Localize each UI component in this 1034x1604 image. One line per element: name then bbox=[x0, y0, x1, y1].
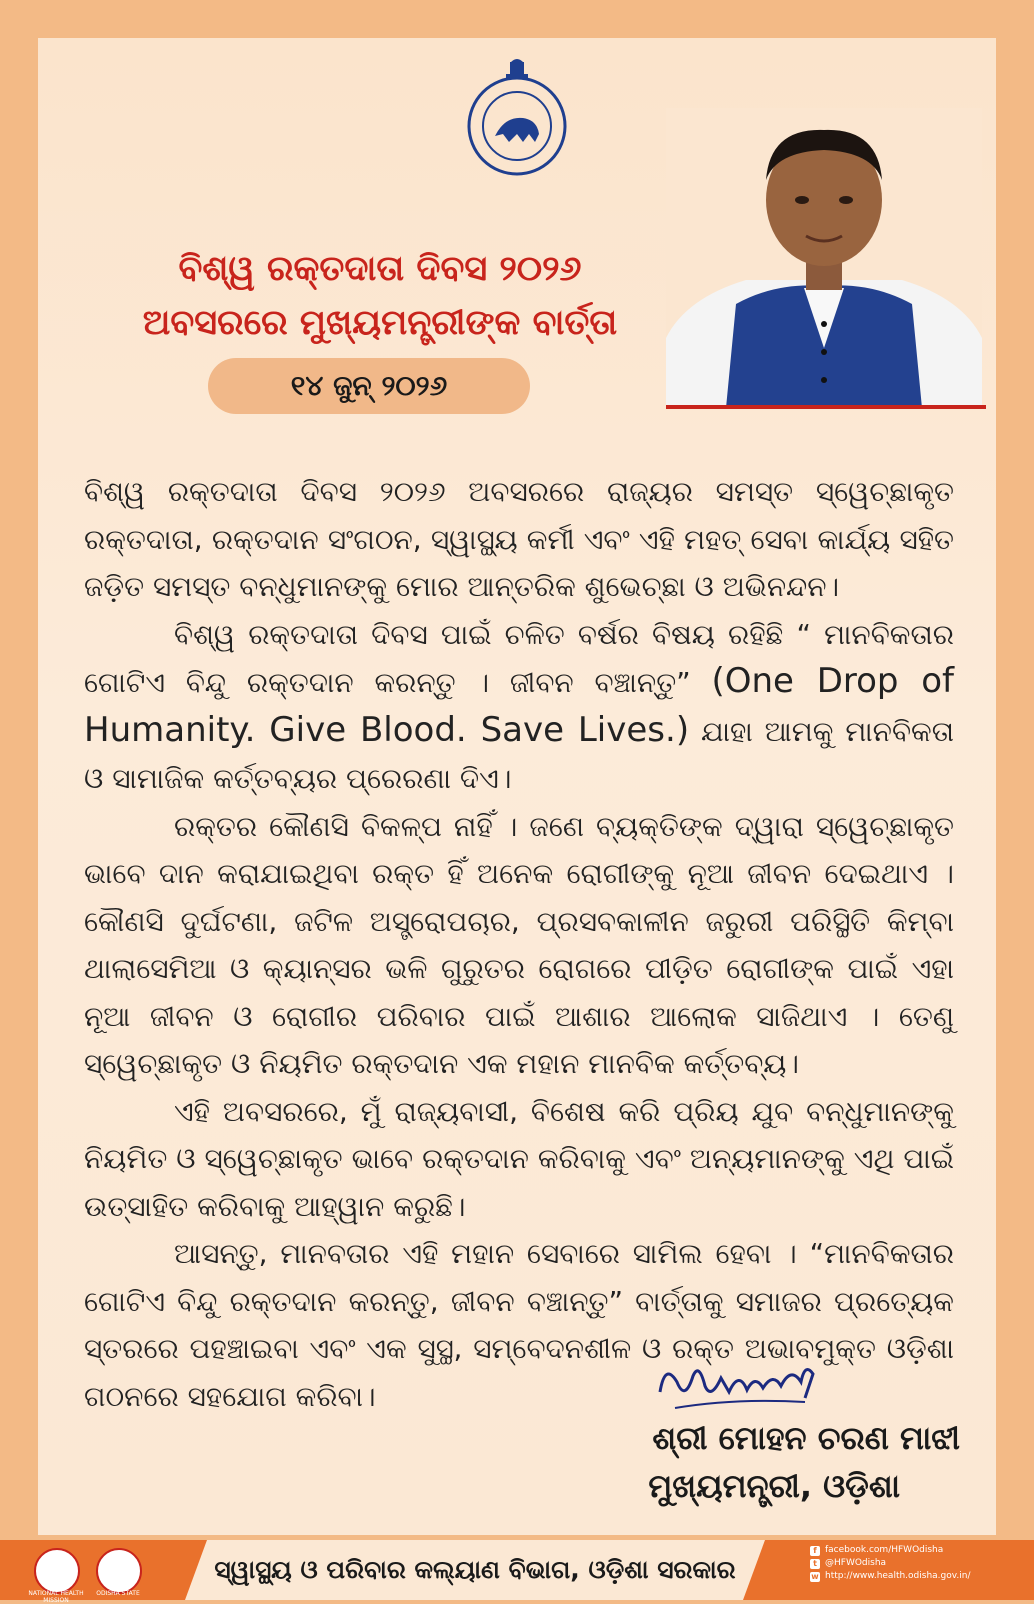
signature-scribble bbox=[655, 1352, 825, 1422]
facebook-link[interactable]: facebook.com/HFWOdisha bbox=[825, 1545, 944, 1555]
website-icon: w bbox=[811, 1571, 819, 1581]
title-line-1: ବିଶ୍ୱ ରକ୍ତଦାତା ଦିବସ ୨୦୨୬ bbox=[178, 249, 582, 289]
message-body bbox=[84, 468, 954, 1420]
website-link[interactable]: http://www.health.odisha.gov.in/ bbox=[825, 1571, 971, 1581]
paragraph-1: ବିଶ୍ୱ ରକ୍ତଦାତା ଦିବସ ୨୦୨୬ ଅବସରରେ ରାଜ୍ୟର ସମସ୍ତ ସ୍ୱେଚ୍ଛାକୃତ ରକ୍ତଦାତା, ରକ୍ତଦାନ ସଂଗଠନ, ସ୍ୱାସ୍ଥ୍ୟ କର୍ମୀ ଏବଂ ଏହି ମହତ୍ ସେବା କାର୍ଯ୍ୟ ସହିତ ଜଡ଼ିତ ସମସ୍ତ ବନ୍ଧୁମାନଙ୍କୁ ମୋର ଆନ୍ତରିକ ଶୁଭେଚ୍ଛା ଓ ଅଭିନନ୍ଦନ। bbox=[84, 475, 954, 603]
page-title bbox=[120, 242, 640, 350]
paragraph-2-part-b: ଯାହା ଆମକୁ ମାନବିକତା ଓ ସାମାଜିକ କର୍ତ୍ତବ୍ୟର ପ୍ରେରଣା ଦିଏ। bbox=[84, 714, 955, 795]
signatory-designation: ମୁଖ୍ୟମନ୍ତ୍ରୀ, ଓଡ଼ିଶା bbox=[648, 1467, 900, 1505]
paragraph-3: ରକ୍ତର କୌଣସି ବିକଳ୍ପ ନାହିଁ । ଜଣେ ବ୍ୟକ୍ତିଙ୍କ ଦ୍ୱାରା ସ୍ୱେଚ୍ଛାକୃତ ଭାବେ ଦାନ କରାଯାଇଥିବା ରକ୍ତ ହିଁ ଅନେକ ରୋଗୀଙ୍କୁ ନୂଆ ଜୀବନ ଦେଇଥାଏ । କୌଣସି ଦୁର୍ଘଟଣା, ଜଟିଳ ଅସ୍ତ୍ରୋପଚାର, ପ୍ରସବକାଳୀନ ଜରୁରୀ ପରିସ୍ଥିତି କିମ୍ବା ଥାଲାସେମିଆ ଓ କ୍ୟାନ୍ସର ଭଳି ଗୁରୁତର ରୋଗରେ ପୀଡ଼ିତ ରୋଗୀଙ୍କ ପାଇଁ ଏହା ନୂଆ ଜୀବନ ଓ ରୋଗୀର ପରିବାର ପାଇଁ ଆଶାର ଆଲୋକ ସାଜିଥାଏ । ତେଣୁ ସ୍ୱେଚ୍ଛାକୃତ ଓ ନିୟମିତ ରକ୍ତଦାନ ଏକ ମହାନ ମାନବିକ କର୍ତ୍ତବ୍ୟ। bbox=[84, 809, 954, 1080]
signatory-name: ଶ୍ରୀ ମୋହନ ଚରଣ ମାଝୀ bbox=[652, 1419, 960, 1457]
date-badge: ୧୪ ଜୁନ୍ ୨୦୨୬ bbox=[208, 358, 530, 414]
paragraph-5: ଆସନ୍ତୁ, ମାନବତାର ଏହି ମହାନ ସେବାରେ ସାମିଲ ହେବା । “ମାନବିକତାର ଗୋଟିଏ ବିନ୍ଦୁ ରକ୍ତଦାନ କରନ୍ତୁ, ଜୀବନ ବଞ୍ଚାନ୍ତୁ” ବାର୍ତ୍ତାକୁ ସମାଜର ପ୍ରତ୍ୟେକ ସ୍ତରରେ ପହଞ୍ଚାଇବା ଏବଂ ଏକ ସୁସ୍ଥ, ସମ୍ବେଦନଶୀଳ ଓ ରକ୍ତ ଅଭାବମୁକ୍ତ ଓଡ଼ିଶା ଗଠନରେ ସହଯୋଗ କରିବା। bbox=[84, 1237, 954, 1413]
logo2-caption: ODISHA STATE bbox=[96, 1590, 140, 1597]
paragraph-2-part-a: ବିଶ୍ୱ ରକ୍ତଦାତା ଦିବସ ପାଇଁ ଚଳିତ ବର୍ଷର ବିଷୟ ରହିଛି “ ମାନବିକତାର ଗୋଟିଏ ବିନ୍ଦୁ ରକ୍ତଦାନ କରନ୍ତୁ । ଜୀବନ ବଞ୍ଚାନ୍ତୁ” bbox=[84, 617, 954, 699]
odisha-government-emblem-icon bbox=[465, 58, 569, 178]
logo1-caption: NATIONAL HEALTH MISSION bbox=[28, 1590, 84, 1604]
paragraph-4: ଏହି ଅବସରରେ, ମୁଁ ରାଜ୍ୟବାସୀ, ବିଶେଷ କରି ପ୍ରିୟ ଯୁବ ବନ୍ଧୁମାନଙ୍କୁ ନିୟମିତ ଓ ସ୍ୱେଚ୍ଛାକୃତ ଭାବେ ରକ୍ତଦାନ କରିବାକୁ ଏବଂ ଅନ୍ୟମାନଙ୍କୁ ଏଥି ପାଇଁ ଉତ୍ସାହିତ କରିବାକୁ ଆହ୍ୱାନ କରୁଛି। bbox=[84, 1094, 954, 1223]
social-links bbox=[810, 1544, 1030, 1583]
theme-english: (One Drop of Humanity. Give Blood. Save Lives.) bbox=[84, 661, 954, 750]
chief-minister-portrait bbox=[666, 108, 982, 408]
twitter-link[interactable]: @HFWOdisha bbox=[825, 1558, 887, 1568]
title-line-2: ଅବସରରେ ମୁଖ୍ୟମନ୍ତ୍ରୀଙ୍କ ବାର୍ତ୍ତା bbox=[142, 303, 618, 343]
department-name: ସ୍ୱାସ୍ଥ୍ୟ ଓ ପରିବାର କଲ୍ୟାଣ ବିଭାଗ, ଓଡ଼ିଶା ସରକାର bbox=[214, 1555, 736, 1584]
twitter-icon: t bbox=[810, 1559, 820, 1569]
odisha-state-logo-icon bbox=[96, 1548, 142, 1594]
portrait-underline bbox=[666, 405, 986, 409]
facebook-icon: f bbox=[810, 1546, 820, 1556]
national-health-mission-logo-icon bbox=[34, 1548, 80, 1594]
paragraph-2 bbox=[84, 611, 954, 803]
